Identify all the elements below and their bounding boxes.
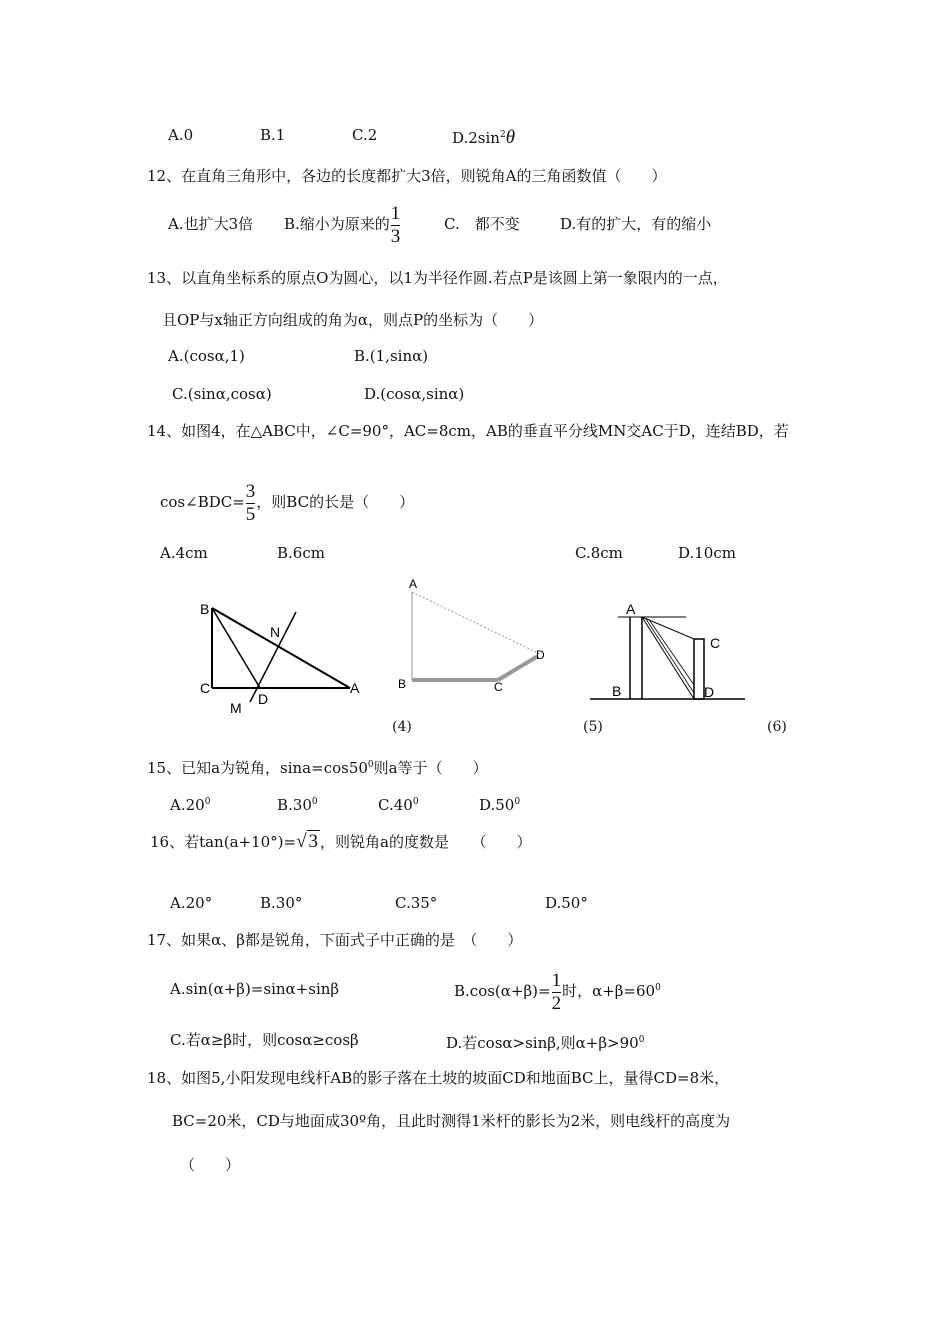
label-b: B [612,683,622,699]
q17-stem: 17、如果α、β都是锐角，下面式子中正确的是 （ ） [147,931,523,949]
figure-6-pole-wall [590,595,750,705]
q18-stem-line1: 18、如图5,小阳发现电线杆AB的影子落在土坡的坡面CD和地面BC上，量得CD=8米， [147,1069,730,1087]
label-b: B [398,677,407,691]
q12-stem: 12、在直角三角形中，各边的长度都扩大3倍，则锐角A的三角函数值（ ） [147,167,667,185]
q15-stem: 15、已知a为锐角，$\sin a=\cos 50^0$则a等于（ ） [147,759,488,777]
ray-3 [646,619,694,693]
q16-option-b: B.30° [260,894,303,912]
q13-stem-line2: 且OP与x轴正方向组成的角为α，则点P的坐标为（ ） [162,311,544,329]
label-a: A [350,680,360,696]
q12-fraction: $\frac{1}{3}$ [390,202,401,247]
q17-option-b: B.cos(α+β)= $\frac{1}{2}$ 时，$\alpha+\beta=60^0$ [454,969,661,1014]
figure-4-triangle [190,590,380,720]
label-c: C [200,680,211,696]
q15-option-c: $C.40^0$ [378,796,419,814]
figure-6-caption: (6) [767,719,787,735]
label-m: M [230,700,242,716]
q11-option-b: B.1 [260,126,286,144]
ray-2 [642,617,694,639]
ray-4 [650,621,694,685]
label-d: D [536,648,545,662]
label-d: D [258,691,269,707]
label-a: A [626,601,636,617]
figure-5-pole-slope [390,570,560,700]
q14-option-a: A.4cm [160,544,208,562]
q13-option-a: A.(cosα,1) [168,347,245,365]
q16-stem: 16、若tan(a+10°)=√ 3 ，则锐角a的度数是 （ ） [150,831,532,852]
q15-option-d: $D.50^0$ [479,796,521,814]
q11-option-d: $D.2\sin^2\theta$ [452,127,516,148]
label-d: D [704,684,715,700]
q17-fraction: $\frac{1}{2}$ [551,969,562,1014]
q17-option-a: A.sin(α+β)=sinα+sinβ [170,980,340,998]
q18-stem-line2: BC=20米，CD与地面成30º角，且此时测得1米杆的影长为2米，则电线杆的高度为 [172,1112,731,1130]
q12-option-b: B.缩小为原来的 $\frac{1}{3}$ [284,202,401,247]
q11-option-c: C.2 [352,126,378,144]
q18-stem-line3: （ ） [180,1156,241,1174]
q15-option-b: $B.30^0$ [277,796,318,814]
q12-option-a: A.也扩大3倍 [168,215,254,233]
q16-option-c: C.35° [395,894,438,912]
label-c: C [494,680,503,694]
label-c: C [710,635,721,651]
ray-1 [642,617,694,699]
q17-option-d: D.若cosα>sinβ,则$\alpha+\beta>90^0$ [446,1034,645,1052]
q12-option-c: C. 都不变 [444,215,520,233]
q13-stem-line1: 13、以直角坐标系的原点O为圆心，以1为半径作圆.若点P是该圆上第一象限内的一点， [147,269,728,287]
q13-option-d: D.(cosα,sinα) [364,385,465,403]
q14-option-d: D.10cm [678,544,736,562]
q17-option-c: C.若α≥β时，则cosα≥cosβ [170,1031,359,1049]
slope-cd [498,656,538,680]
side-ab [212,608,350,688]
label-n: N [270,624,281,640]
figure-4-caption: (4) [392,719,412,735]
label-b: B [200,601,210,617]
sun-ray [412,592,540,654]
q16-option-d: D.50° [545,894,588,912]
q11-option-a: A.0 [168,126,194,144]
q13-option-c: C.(sinα,cosα) [172,385,272,403]
q16-option-a: A.20° [170,894,213,912]
segment-bd [212,608,260,688]
q14-option-c: C.8cm [575,544,623,562]
q12-option-d: D.有的扩大，有的缩小 [560,215,712,233]
figure-5-caption: (5) [583,719,603,735]
q14-option-b: B.6cm [277,544,325,562]
q16-sqrt: √ 3 [296,831,319,852]
post-cd [694,639,704,699]
q14-stem-line2: cos∠BDC= $\frac{3}{5}$ ，则BC的长是（ ） [160,480,415,525]
q15-option-a: $A.20^0$ [170,796,211,814]
q14-stem-line1: 14、如图4，在△ABC中，∠C=90°，AC=8cm，AB的垂直平分线MN交AC于D，连结BD，若 [147,422,789,440]
q14-fraction: $\frac{3}{5}$ [245,480,256,525]
label-a: A [409,577,418,591]
q13-option-b: B.(1,sinα) [354,347,429,365]
